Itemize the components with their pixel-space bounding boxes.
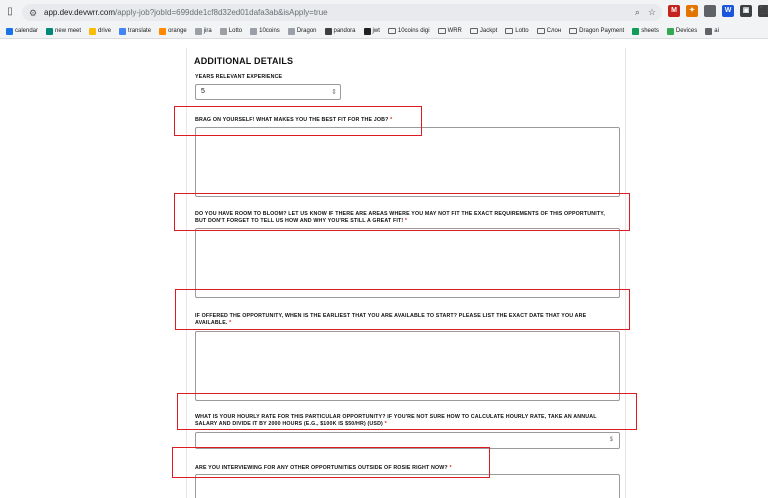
highlight-box (177, 393, 637, 430)
bookmark-item[interactable] (220, 28, 242, 35)
currency-symbol: $ (609, 437, 613, 443)
bookmark-label: Слон (546, 28, 562, 34)
bookmark-favicon-icon (705, 28, 712, 35)
bookmark-label: jira (203, 28, 212, 34)
bookmark-label: new meet (55, 28, 82, 34)
bookmark-item[interactable] (667, 28, 697, 35)
extension-icon[interactable]: ⬛ (758, 5, 768, 17)
bookmark-star-icon[interactable]: ☆ (647, 7, 656, 17)
bookmark-item[interactable] (6, 28, 38, 35)
extension-icon[interactable] (704, 5, 716, 17)
folder-icon (505, 28, 513, 34)
bookmark-favicon-icon (632, 28, 639, 35)
bookmark-item[interactable] (195, 28, 212, 35)
bookmark-item[interactable] (119, 28, 151, 35)
folder-icon (470, 28, 478, 34)
start-date-textarea[interactable] (195, 331, 620, 401)
bookmark-item[interactable] (569, 28, 624, 34)
url-text[interactable] (44, 8, 328, 17)
question-interviewing-text: ARE YOU INTERVIEWING FOR ANY OTHER OPPORTUNITIES OUTSIDE OF ROSIE RIGHT NOW? (195, 465, 448, 471)
bookmark-favicon-icon (667, 28, 674, 35)
question-brag-text: BRAG ON YOURSELF! WHAT MAKES YOU THE BEST FIT FOR THE JOB? (195, 117, 389, 123)
bookmark-favicon-icon (46, 28, 53, 35)
bookmark-favicon-icon (364, 28, 371, 35)
bookmark-favicon-icon (159, 28, 166, 35)
url-path: /apply-job?jobId=699dde1cf8d32ed01dafa3ab&isApply=true (115, 8, 328, 17)
bookmark-label: drive (98, 28, 112, 34)
bookmark-item[interactable] (438, 28, 462, 34)
bookmark-item[interactable] (250, 28, 280, 35)
bookmark-label: Devices (675, 28, 698, 34)
bookmark-item[interactable] (388, 28, 430, 34)
brag-textarea[interactable] (195, 127, 620, 197)
bookmark-item[interactable] (505, 28, 528, 34)
bookmark-item[interactable] (89, 28, 111, 35)
bookmark-label: Lotto (515, 28, 529, 34)
highlight-box (174, 106, 422, 136)
stepper-icon[interactable]: ⇕ (331, 89, 337, 96)
question-start-line2: AVAILABLE. (195, 320, 228, 326)
bookmark-label: Lotto (228, 28, 243, 34)
years-value: 5 (201, 88, 205, 95)
question-bloom-line2: BUT DON'T FORGET TO TELL US HOW AND WHY YOU'RE STILL A GREAT FIT! (195, 218, 404, 224)
bookmark-label: orange (168, 28, 187, 34)
bookmark-item[interactable] (159, 28, 187, 35)
question-rate-line2: SALARY AND DIVIDE IT BY 2000 HOURS (E.G., $100K IS $50/HR) (USD) (195, 421, 383, 427)
zoom-icon[interactable]: ⌕ (634, 7, 640, 17)
question-bloom-line1: DO YOU HAVE ROOM TO BLOOM? LET US KNOW IF THERE ARE AREAS WHERE YOU MAY NOT FIT THE EXACT REQUIREMENTS OF THIS OPPORTUNITY, (195, 211, 605, 217)
extension-icon[interactable]: W (722, 5, 734, 17)
bookmark-favicon-icon (119, 28, 126, 35)
bookmark-favicon-icon (250, 28, 257, 35)
folder-icon (388, 28, 396, 34)
bookmark-item[interactable] (288, 28, 317, 35)
extension-icon[interactable]: ✦ (686, 5, 698, 17)
bookmark-label: sheets (641, 28, 659, 34)
bookmark-label: 10coins digi (397, 28, 430, 34)
folder-icon (569, 28, 577, 34)
bookmarks-bar (0, 24, 768, 39)
bookmark-label: calendar (15, 28, 39, 34)
years-input[interactable] (195, 84, 341, 100)
bookmark-label: Jackpt (479, 28, 498, 34)
bookmark-favicon-icon (89, 28, 96, 35)
bookmark-favicon-icon (195, 28, 202, 35)
required-mark: * (390, 117, 393, 123)
extension-icon[interactable]: ▣ (740, 5, 752, 17)
required-mark: * (404, 218, 408, 224)
highlight-box (172, 447, 490, 478)
bookmark-item[interactable] (537, 28, 562, 34)
required-mark: * (449, 465, 452, 471)
browser-toolbar (0, 0, 768, 24)
bookmark-item[interactable] (325, 28, 356, 35)
question-rate-line1: WHAT IS YOUR HOURLY RATE FOR THIS PARTICULAR OPPORTUNITY? IF YOU'RE NOT SURE HOW TO CALCULATE HOURLY RATE, TAKE AN ANNUAL (195, 414, 597, 420)
bookmark-item[interactable] (470, 28, 497, 34)
highlight-box (175, 289, 630, 330)
years-label: YEARS RELEVANT EXPERIENCE (195, 74, 283, 80)
sidebar-toggle-icon[interactable]: ▯ (7, 6, 13, 17)
bloom-textarea[interactable] (195, 228, 620, 298)
url-host: app.dev.devwrr.com (44, 8, 115, 17)
highlight-box (174, 193, 630, 231)
bookmark-favicon-icon (6, 28, 13, 35)
required-mark: * (384, 421, 387, 427)
bookmark-favicon-icon (288, 28, 295, 35)
extension-icon[interactable]: M (668, 5, 680, 17)
bookmark-item[interactable] (705, 28, 719, 35)
bookmark-item[interactable] (632, 28, 659, 35)
bookmark-item[interactable] (364, 28, 380, 35)
folder-icon (438, 28, 446, 34)
bookmark-label: Dragon Payment (579, 28, 625, 34)
bookmark-label: 10coins (259, 28, 280, 34)
extension-icons (668, 5, 768, 19)
address-bar[interactable] (22, 4, 662, 21)
bookmark-label: ai (714, 28, 719, 34)
bookmark-favicon-icon (220, 28, 227, 35)
bookmark-label: translate (128, 28, 152, 34)
bookmark-item[interactable] (46, 28, 81, 35)
bookmark-favicon-icon (325, 28, 332, 35)
question-start-line1: IF OFFERED THE OPPORTUNITY, WHEN IS THE EARLIEST THAT YOU ARE AVAILABLE TO START? PLEASE LIST THE EXACT DATE THAT YOU ARE (195, 313, 587, 319)
bookmark-label: pandora (333, 28, 356, 34)
site-info-icon[interactable]: ⚙ (28, 7, 38, 18)
folder-icon (537, 28, 545, 34)
bookmark-label: Dragon (296, 28, 317, 34)
required-mark: * (229, 320, 232, 326)
bookmark-label: jwt (372, 28, 380, 34)
bookmark-label: WRR (447, 28, 462, 34)
section-title: ADDITIONAL DETAILS (194, 56, 294, 66)
